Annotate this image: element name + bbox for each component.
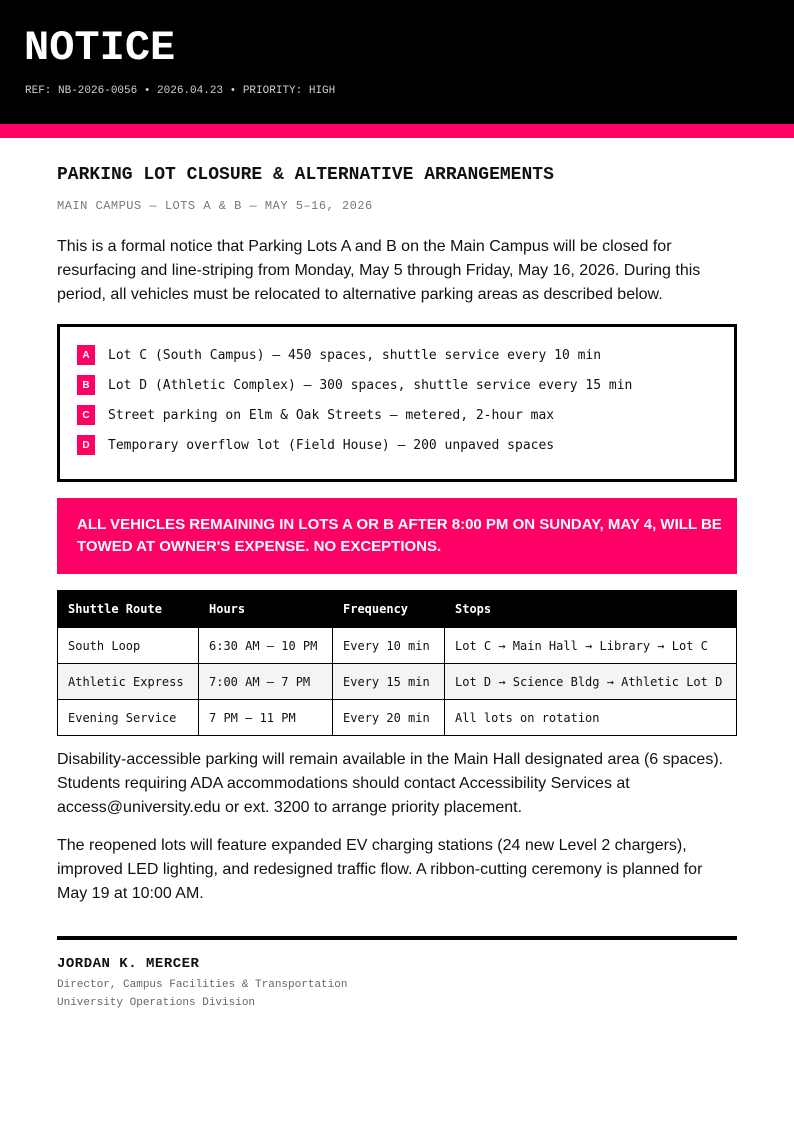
notice-subheading: MAIN CAMPUS — LOTS A & B — MAY 5–16, 2026 <box>57 199 373 213</box>
table-cell: Evening Service <box>58 700 199 736</box>
tow-warning-banner <box>57 498 737 574</box>
column-header: Frequency <box>333 591 445 628</box>
reopening-paragraph: The reopened lots will feature expanded EV charging stations (24 new Level 2 chargers), improved LED lighting, and redesigned traffic flow. A ribbon-cutting ceremony is planned for May 19 at 10:00 AM. <box>57 837 703 902</box>
table-row <box>58 628 737 664</box>
column-header: Stops <box>445 591 737 628</box>
intro-paragraph: This is a formal notice that Parking Lots A and B on the Main Campus will be closed for resurfacing and line-striping from Monday, May 5 through Friday, May 16, 2026. During this period, all vehicles must be relocated to alternative parking areas as described below. <box>57 238 701 303</box>
table-row <box>58 664 737 700</box>
option-badge: C <box>77 405 95 425</box>
signatory-title: Director, Campus Facilities & Transportation <box>57 979 348 991</box>
option-badge: A <box>77 345 95 365</box>
table-header-row <box>58 591 737 628</box>
parking-options-box <box>57 324 737 482</box>
option-item <box>77 435 554 455</box>
accessibility-paragraph: Disability-accessible parking will remain available in the Main Hall designated area (6 spaces). Students requiring ADA accommodations should contact Accessibility Services at access@university.edu or ext. 3200 to arrange priority placement. <box>57 751 724 816</box>
option-text: Temporary overflow lot (Field House) — 200 unpaved spaces <box>108 437 555 453</box>
accent-bar <box>0 124 794 138</box>
notice-heading: PARKING LOT CLOSURE & ALTERNATIVE ARRANGEMENTS <box>57 165 554 185</box>
table-cell: Lot D → Science Bldg → Athletic Lot D <box>445 664 737 700</box>
signatory-name: JORDAN K. MERCER <box>57 956 200 972</box>
column-header: Shuttle Route <box>58 591 199 628</box>
table-cell: Lot C → Main Hall → Library → Lot C <box>445 628 737 664</box>
shuttle-table <box>57 590 737 736</box>
option-badge: D <box>77 435 95 455</box>
option-item <box>77 405 554 425</box>
table-cell: South Loop <box>58 628 199 664</box>
column-header: Hours <box>199 591 333 628</box>
option-item <box>77 345 601 365</box>
table-cell: All lots on rotation <box>445 700 737 736</box>
tow-warning-text: ALL VEHICLES REMAINING IN LOTS A OR B AFTER 8:00 PM ON SUNDAY, MAY 4, WILL BE TOWED AT OWNER'S EXPENSE. NO EXCEPTIONS. <box>77 516 722 555</box>
notice-title: NOTICE <box>24 24 176 72</box>
table-cell: 6:30 AM – 10 PM <box>199 628 333 664</box>
table-cell: 7 PM – 11 PM <box>199 700 333 736</box>
table-row <box>58 700 737 736</box>
signatory-organization: University Operations Division <box>57 997 256 1009</box>
table-cell: Every 20 min <box>333 700 445 736</box>
notice-meta: REF: NB-2026-0056 • 2026.04.23 • PRIORITY: HIGH <box>25 85 336 97</box>
option-text: Lot C (South Campus) — 450 spaces, shuttle service every 10 min <box>108 347 602 363</box>
signature-divider <box>57 936 737 940</box>
option-text: Street parking on Elm & Oak Streets — metered, 2-hour max <box>108 407 555 423</box>
option-item <box>77 375 632 395</box>
table-cell: Every 15 min <box>333 664 445 700</box>
table-cell: Athletic Express <box>58 664 199 700</box>
option-badge: B <box>77 375 95 395</box>
notice-header <box>0 0 794 124</box>
option-text: Lot D (Athletic Complex) — 300 spaces, shuttle service every 15 min <box>108 377 633 393</box>
table-cell: Every 10 min <box>333 628 445 664</box>
table-cell: 7:00 AM – 7 PM <box>199 664 333 700</box>
